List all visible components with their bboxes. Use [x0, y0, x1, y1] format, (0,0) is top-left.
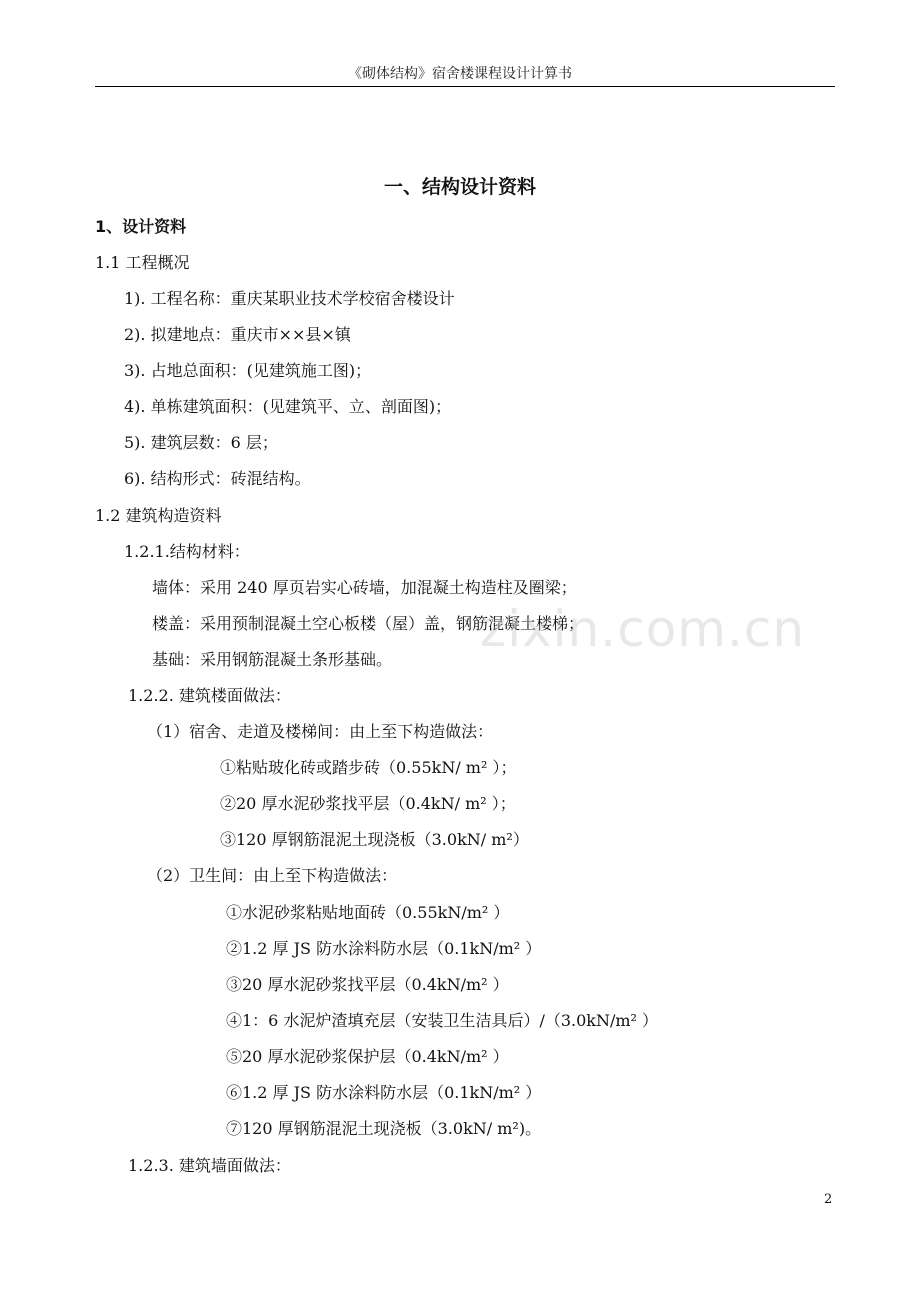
list-item: ③120 厚钢筋混泥土现浇板（3.0kN/ m²） [220, 830, 529, 849]
list-item: 基础：采用钢筋混凝土条形基础。 [152, 650, 393, 669]
list-item: 墙体：采用 240 厚页岩实心砖墙，加混凝土构造柱及圈梁； [152, 578, 577, 597]
list-item: ⑦120 厚钢筋混泥土现浇板（3.0kN/ m²)。 [226, 1119, 542, 1138]
header-rule [95, 86, 835, 87]
list-item: 2). 拟建地点：重庆市××县×镇 [124, 325, 351, 344]
list-item: 6). 结构形式：砖混结构。 [124, 469, 311, 488]
list-item: ②1.2 厚 JS 防水涂料防水层（0.1kN/m² ） [226, 939, 542, 958]
list-item: ②20 厚水泥砂浆找平层（0.4kN/ m² ）； [220, 794, 516, 813]
list-item: ⑥1.2 厚 JS 防水涂料防水层（0.1kN/m² ） [226, 1083, 542, 1102]
subsection-heading-1-2-3: 1.2.3. 建筑墙面做法： [128, 1156, 291, 1175]
subsection-heading-1-2-1: 1.2.1.结构材料： [124, 542, 250, 561]
list-item: 4). 单栋建筑面积：(见建筑平、立、剖面图)； [124, 397, 452, 416]
list-item: ①粘贴玻化砖或踏步砖（0.55kN/ m² ）； [220, 758, 517, 777]
list-item: 5). 建筑层数：6 层； [124, 433, 278, 452]
list-item: ④1：6 水泥炉渣填充层（安装卫生洁具后）/（3.0kN/m² ） [226, 1011, 659, 1030]
section-heading-1-1: 1.1 工程概况 [95, 253, 190, 272]
watermark: zixin.com.cn [480, 600, 806, 658]
paragraph-heading-1: （1）宿舍、走道及楼梯间：由上至下构造做法： [147, 722, 494, 741]
list-item: 3). 占地总面积：(见建筑施工图)； [124, 361, 372, 380]
section-heading-1: 1、设计资料 [95, 217, 187, 236]
list-item: ⑤20 厚水泥砂浆保护层（0.4kN/m² ） [226, 1047, 509, 1066]
section-heading-1-2: 1.2 建筑构造资料 [95, 506, 222, 525]
list-item: ①水泥砂浆粘贴地面砖（0.55kN/m² ） [226, 903, 510, 922]
paragraph-heading-2: （2）卫生间：由上至下构造做法： [147, 866, 398, 885]
chapter-title: 一、结构设计资料 [383, 176, 536, 198]
page-number: 2 [824, 1192, 833, 1207]
running-header: 《砌体结构》宿舍楼课程设计计算书 [348, 66, 572, 82]
list-item: 1). 工程名称：重庆某职业技术学校宿舍楼设计 [124, 289, 455, 308]
list-item: ③20 厚水泥砂浆找平层（0.4kN/m² ） [226, 975, 509, 994]
subsection-heading-1-2-2: 1.2.2. 建筑楼面做法： [128, 686, 291, 705]
list-item: 楼盖：采用预制混凝土空心板楼（屋）盖，钢筋混凝土楼梯； [152, 614, 585, 633]
